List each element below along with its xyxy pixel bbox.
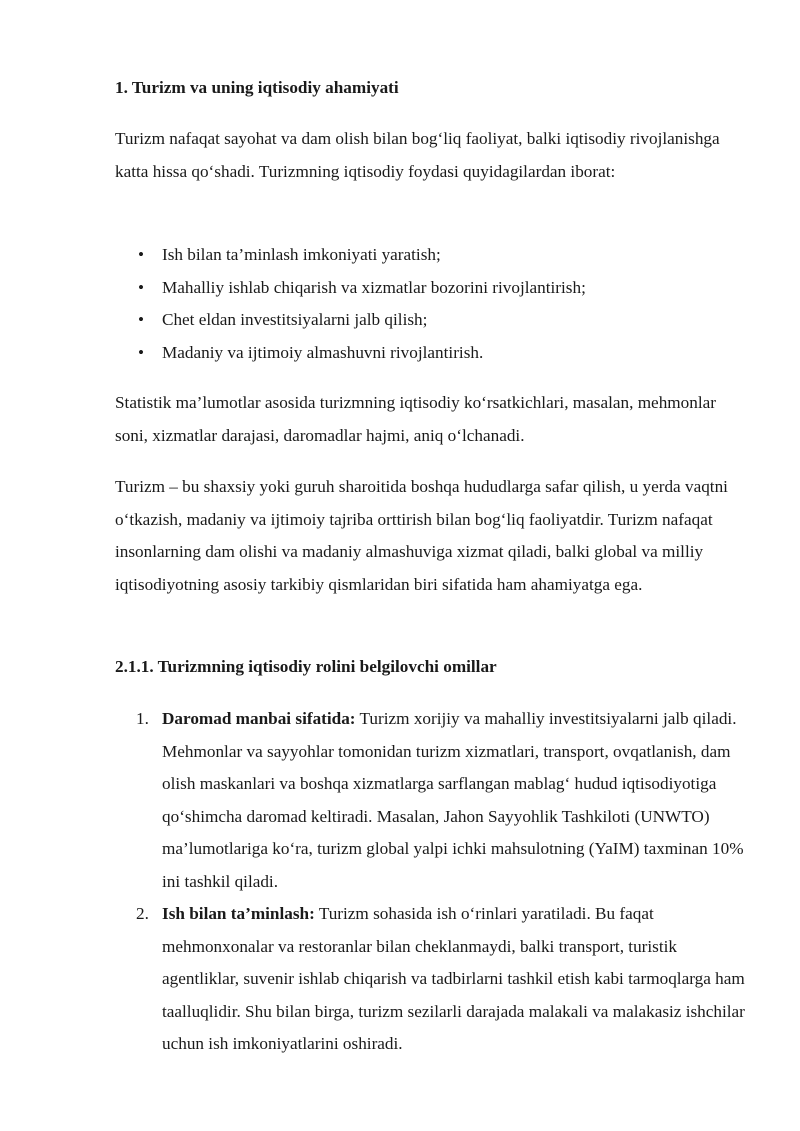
section-heading: 1. Turizm va uning iqtisodiy ahamiyati	[115, 78, 399, 97]
statistics-paragraph: Statistik ma’lumotlar asosida turizmning iqtisodiy ko‘rsatkichlari, masalan, mehmonlar soni, xizmatlar darajasi, daromadlar hajmi, aniq o‘lchanadi.	[115, 393, 716, 445]
item-text: Turizm sohasida ish o‘rinlari yaratiladi. Bu faqat mehmonxonalar va restoranlar bilan cheklanmaydi, balki transport, turistik agentliklar, suvenir ishlab chiqarish va tadbirlarni tashkil etish kabi tarmoqlarga ham taalluqlidir. Shu bilan birga, turizm sezilarli darajada malakali va malakasiz ishchilar uchun ish imkoniyatlarini oshiradi.	[162, 904, 745, 1053]
item-number: 2.	[136, 904, 149, 923]
list-item-text: Chet eldan investitsiyalarni jalb qilish;	[162, 310, 428, 329]
bullet-icon: •	[138, 310, 145, 329]
list-item	[115, 337, 586, 370]
item-term: Daromad manbai sifatida:	[162, 709, 356, 728]
list-item-text: Mahalliy ishlab chiqarish va xizmatlar bozorini rivojlantirish;	[162, 277, 586, 297]
list-item-text: Ish bilan ta’minlash imkoniyati yaratish;	[162, 245, 441, 264]
list-item	[115, 304, 586, 337]
list-item-text: Madaniy va ijtimoiy almashuvni rivojlantirish.	[162, 342, 484, 362]
intro-paragraph: Turizm nafaqat sayohat va dam olish bilan bog‘liq faoliyat, balki iqtisodiy rivojlanishga katta hissa qo‘shadi. Turizmning iqtisodiy foydasi quyidagilardan iborat:	[115, 129, 720, 181]
item-number: 1.	[136, 709, 149, 728]
list-item	[115, 898, 745, 1061]
subsection-heading: 2.1.1. Turizmning iqtisodiy rolini belgilovchi omillar	[115, 657, 497, 676]
definition-paragraph: Turizm – bu shaxsiy yoki guruh sharoitida boshqa hududlarga safar qilish, u yerda vaqtni o‘tkazish, madaniy va ijtimoiy tajriba orttirish bilan bog‘liq faoliyatdir. Turizm nafaqat insonlarning dam olishi va madaniy almashuviga xizmat qiladi, balki global va milliy iqtisodiyotning asosiy tarkibiy qismlaridan biri sifatida ham ahamiyatga ega.	[115, 477, 728, 594]
item-term: Ish bilan ta’minlash:	[162, 904, 315, 923]
list-item	[115, 239, 586, 272]
item-text: Turizm xorijiy va mahalliy investitsiyalarni jalb qiladi. Mehmonlar va sayyohlar tomonidan turizm xizmatlari, transport, ovqatlanish, dam olish maskanlari va boshqa xizmatlarga sarflangan mablag‘ hudud iqtisodiyotiga qo‘shimcha daromad keltiradi. Masalan, Jahon Sayyohlik Tashkiloti (UNWTO) ma’lumotlariga ko‘ra, turizm global yalpi ichki mahsulotning (YaIM) taxminan 10% ini tashkil qiladi.	[162, 709, 744, 891]
bullet-icon: •	[138, 277, 145, 297]
factors-list	[115, 703, 745, 1061]
benefits-list	[115, 239, 586, 369]
list-item	[115, 272, 586, 305]
list-item	[115, 703, 745, 898]
bullet-icon: •	[138, 342, 145, 362]
bullet-icon: •	[138, 245, 145, 264]
